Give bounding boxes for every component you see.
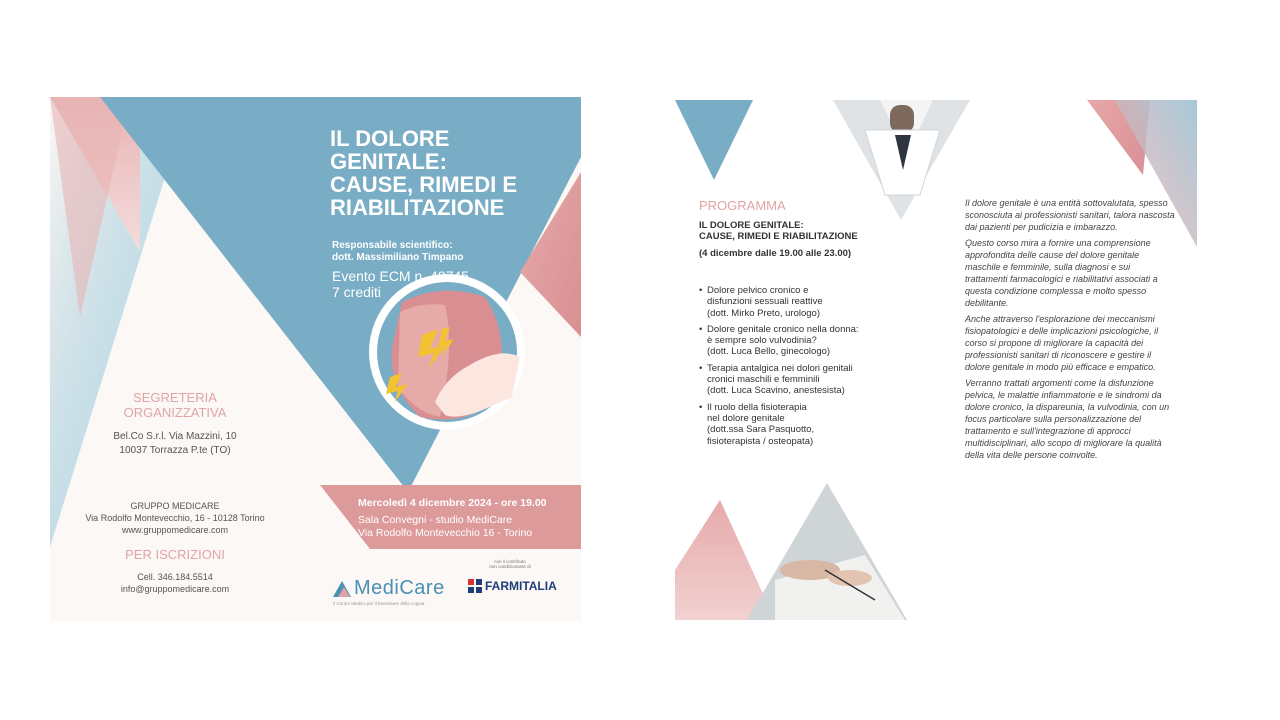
- list-item-line: (dott. Mirko Preto, urologo): [707, 307, 820, 319]
- registration-email[interactable]: info@gruppomedicare.com: [120, 584, 230, 594]
- secretariat-title-line: ORGANIZZATIVA: [123, 405, 227, 420]
- farmitalia-logo: [468, 579, 557, 593]
- list-item-line: • Terapia antalgica nei dolori genitali: [707, 362, 853, 374]
- cover-title: [330, 127, 570, 219]
- registration-title: PER ISCRIZIONI: [125, 547, 225, 562]
- secretariat-address: [90, 430, 260, 458]
- description-paragraph: Questo corso mira a fornire una comprensione approfondita delle cause del dolore genitale maschile e femminile, sulla diagnosi e sui trattamenti farmacologici e riabilitativi associati a questa condizione complessa e molto spesso debilitante.: [965, 238, 1158, 308]
- scientific-lead-label: Responsabile scientifico:: [332, 240, 453, 251]
- list-item: [699, 402, 909, 447]
- secretariat-title-line: SEGRETERIA: [133, 390, 217, 405]
- gruppo-medicare-info: [60, 500, 290, 536]
- program-subtitle: [699, 220, 858, 242]
- course-description: [965, 197, 1175, 465]
- list-item-line: • Dolore pelvico cronico e: [707, 285, 809, 296]
- cover-title-line: RIABILITAZIONE: [330, 195, 505, 220]
- medicare-logo-name: MediCare: [354, 577, 445, 599]
- description-paragraph: Il dolore genitale è una entità sottovalutata, spesso sconosciuta ai professionisti sanitari, talora nascosta dai pazienti per pudicizia e imbarazzo.: [965, 198, 1175, 232]
- secretariat-address-line: Bel.Co S.r.l. Via Mazzini, 10: [113, 431, 237, 442]
- cover-title-line: IL DOLORE: [330, 126, 450, 151]
- event-venue: Sala Convegni - studio MediCare: [358, 514, 513, 526]
- gruppo-address: Via Rodolfo Montevecchio, 16 - 10128 Torino: [85, 513, 265, 523]
- list-item-line: nel dolore genitale: [707, 412, 785, 424]
- list-item: [699, 363, 909, 397]
- list-item-line: cronici maschili e femminili: [707, 374, 820, 386]
- program-title: PROGRAMMA: [699, 198, 786, 213]
- scientific-lead: [332, 240, 464, 264]
- program-subtitle-line: CAUSE, RIMEDI E RIABILITAZIONE: [699, 231, 858, 242]
- registration-phone[interactable]: Cell. 346.184.5514: [137, 572, 213, 582]
- program-panel: [675, 100, 1197, 620]
- sponsor-note: [475, 559, 545, 569]
- registration-contacts: [95, 571, 255, 595]
- list-item-line: disfunzioni sessuali reattive: [707, 296, 823, 308]
- list-item-line: fisioterapista / osteopata): [707, 435, 814, 447]
- program-list: [699, 285, 909, 452]
- ecm-info: [332, 268, 469, 300]
- cover-title-line: CAUSE, RIMEDI E: [330, 172, 518, 197]
- list-item-line: (dott.ssa Sara Pasquotto,: [707, 424, 815, 436]
- list-item-line: (dott. Luca Scavino, anestesista): [707, 385, 845, 397]
- list-item-line: è sempre solo vulvodinia?: [707, 335, 817, 347]
- ecm-credits: 7 crediti: [332, 284, 382, 300]
- medicare-logo-icon: [333, 581, 351, 597]
- event-date: Mercoledì 4 dicembre 2024 - ore 19.00: [358, 497, 547, 509]
- list-item-line: • Dolore genitale cronico nella donna:: [707, 323, 859, 335]
- list-item-line: • Il ruolo della fisioterapia: [707, 401, 807, 413]
- scientific-lead-name: dott. Massimiliano Timpano: [332, 252, 464, 263]
- sponsor-note-line: con il contributo: [494, 559, 526, 564]
- medicare-logo: [333, 577, 445, 606]
- farmitalia-logo-name: FARMITALIA: [485, 579, 557, 593]
- list-item-line: (dott. Luca Bello, ginecologo): [707, 346, 831, 358]
- list-item: [699, 324, 909, 358]
- gruppo-name: GRUPPO MEDICARE: [130, 501, 220, 511]
- gruppo-website[interactable]: www.gruppomedicare.com: [121, 525, 229, 535]
- program-date: (4 dicembre dalle 19.00 alle 23.00): [699, 248, 852, 259]
- event-banner: [358, 497, 568, 540]
- event-address: Via Rodolfo Montevecchio 16 - Torino: [358, 527, 533, 539]
- list-item: [699, 285, 909, 319]
- description-paragraph: Anche attraverso l'esplorazione dei meccanismi fisiopatologici e delle implicazioni psicologiche, il corso si propone di migliorare la capacità dei professionisti sanitari di riconoscere e gestire il dolore genitale in modo più efficace e empatico.: [965, 314, 1159, 372]
- farmitalia-logo-icon: [468, 579, 482, 593]
- cover-title-line: GENITALE:: [330, 149, 447, 174]
- medicare-logo-tagline: Il Centro Medico per il benessere della coppia: [333, 601, 425, 606]
- program-subtitle-line: IL DOLORE GENITALE:: [699, 220, 804, 231]
- secretariat-title: [110, 390, 240, 420]
- brochure-cover-panel: [50, 97, 581, 621]
- description-paragraph: Verranno trattati argomenti come la disfunzione pelvica, le malattie infiammatorie e le sindromi da dolore cronico, la dispareunia, la vulvodinia, con un focus particolare sulla personalizzazione del trattamento e sull'integrazione di approcci multidisciplinari, allo scopo di migliorare la qualità della vita delle persone coinvolte.: [965, 378, 1170, 460]
- secretariat-address-line: 10037 Torrazza P.te (TO): [119, 445, 231, 456]
- sponsor-note-line: non condizionante di: [489, 564, 531, 569]
- ecm-number: Evento ECM n. 48745: [332, 268, 469, 284]
